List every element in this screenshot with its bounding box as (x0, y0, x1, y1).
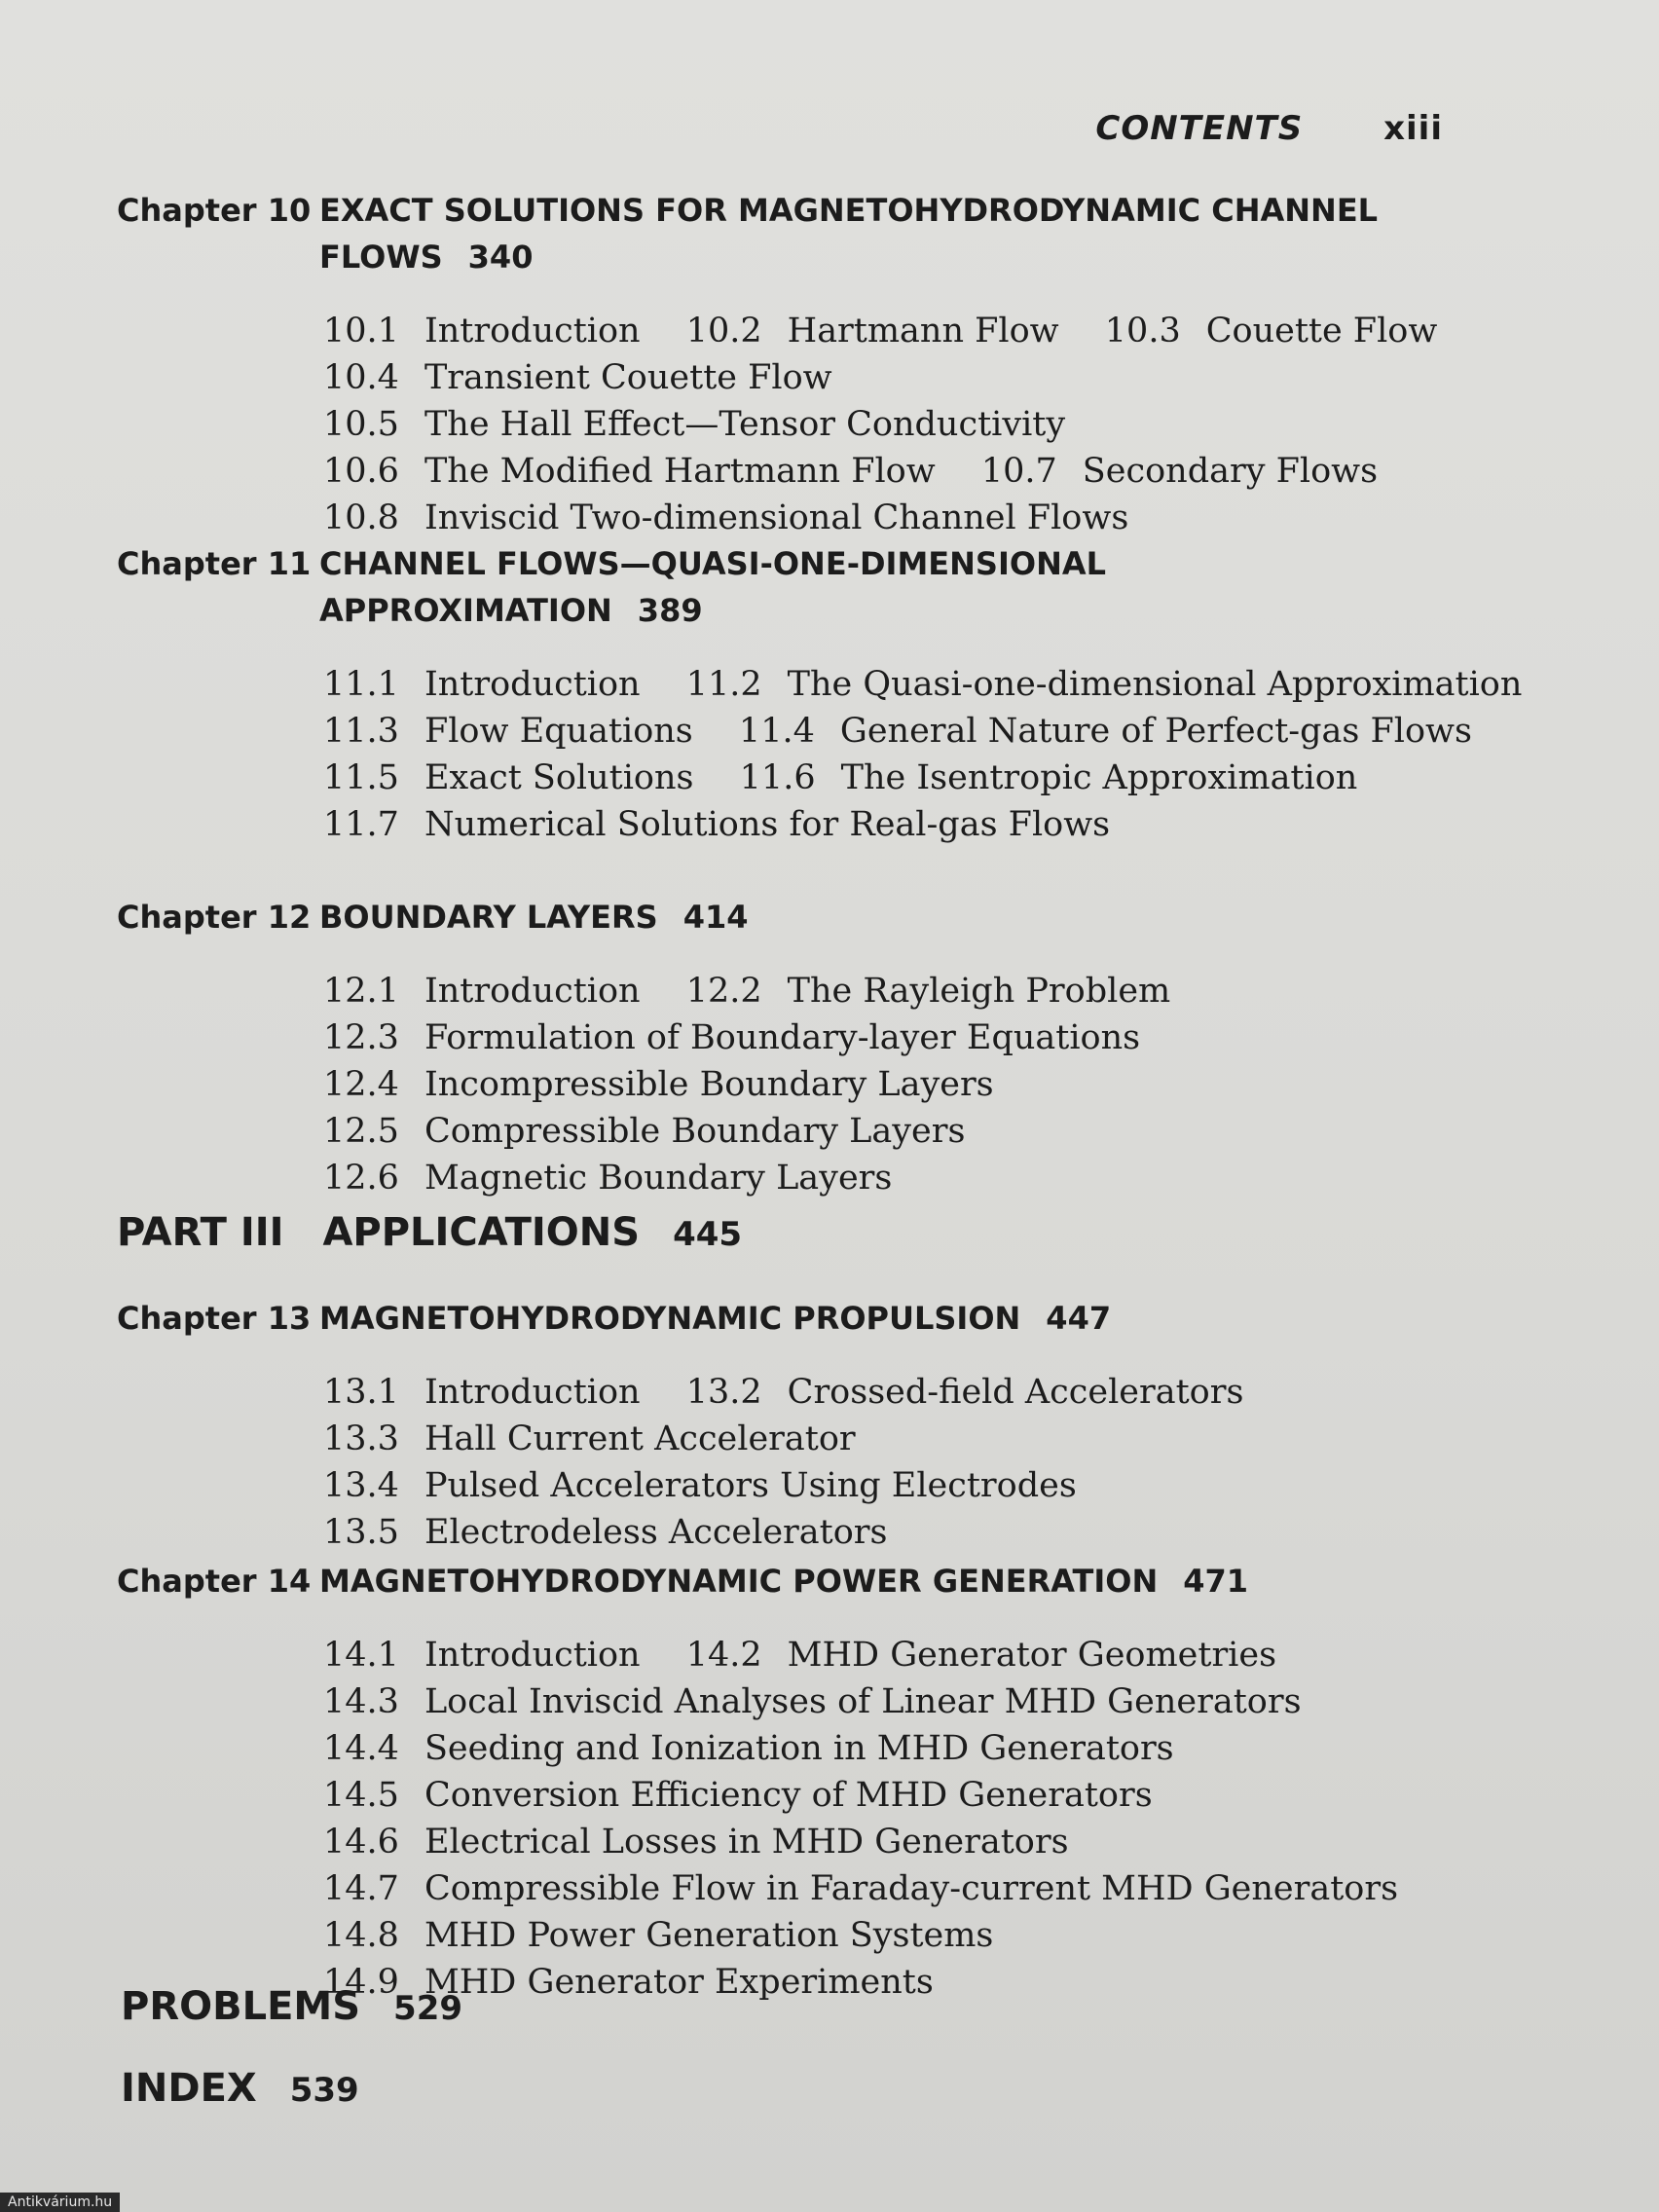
section-title: Compressible Boundary Layers (424, 1112, 966, 1151)
chapter-12 (117, 894, 1460, 1201)
section-title: Introduction (424, 665, 641, 704)
chapter-label: Chapter 11 (117, 545, 312, 582)
section-entry (323, 312, 641, 350)
chapter-label: Chapter 12 (117, 899, 312, 936)
chapter-page: 389 (637, 592, 703, 629)
section-entry (739, 712, 1472, 751)
section-number: 13.2 (685, 1373, 762, 1412)
section-title: Secondary Flows (1082, 452, 1379, 491)
section-entry (323, 1636, 641, 1675)
chapter-14 (117, 1558, 1460, 2006)
running-head (1095, 109, 1443, 148)
part-label: PART III (117, 1210, 284, 1255)
section-number: 12.5 (323, 1112, 399, 1151)
section-title: Hartmann Flow (787, 312, 1059, 350)
section-entry (323, 758, 694, 797)
section-number: 12.3 (323, 1018, 399, 1057)
section-number: 10.6 (323, 452, 399, 491)
section-number: 10.8 (323, 498, 399, 537)
section-number: 10.2 (685, 312, 762, 350)
section-list (323, 1632, 1579, 2006)
chapter-title-text: MAGNETOHYDRODYNAMIC PROPULSION (319, 1300, 1021, 1337)
section-number: 10.1 (323, 312, 399, 350)
watermark: Antikvárium.hu (0, 2193, 120, 2212)
section-number: 10.4 (323, 358, 399, 397)
section-title: Seeding and Ionization in MHD Generators (424, 1729, 1174, 1768)
section-number: 14.5 (323, 1776, 399, 1815)
chapter-title (319, 1558, 1439, 1604)
section-entry (323, 805, 1110, 844)
section-number: 12.6 (323, 1159, 399, 1198)
section-number: 12.2 (685, 972, 762, 1011)
section-entry (323, 1419, 856, 1458)
section-entry (323, 1729, 1174, 1768)
running-head-title: CONTENTS (1095, 109, 1304, 148)
chapter-title-text: BOUNDARY LAYERS (319, 899, 658, 936)
section-list (323, 968, 1579, 1201)
section-number: 13.5 (323, 1513, 399, 1552)
section-title: Compressible Flow in Faraday-current MHD Generators (424, 1869, 1399, 1908)
section-number: 11.4 (738, 712, 815, 751)
section-title: MHD Generator Geometries (787, 1636, 1277, 1675)
section-number: 11.7 (323, 805, 399, 844)
section-number: 14.6 (323, 1823, 399, 1862)
chapter-13 (117, 1295, 1460, 1556)
section-entry (686, 972, 1170, 1011)
part-title: APPLICATIONS (322, 1210, 641, 1255)
section-title: Conversion Efficiency of MHD Generators (424, 1776, 1153, 1815)
chapter-page: 447 (1046, 1300, 1112, 1337)
section-number: 14.2 (685, 1636, 762, 1675)
section-entry (1105, 312, 1438, 350)
section-entry (323, 1916, 993, 1955)
section-title: Local Inviscid Analyses of Linear MHD Generators (424, 1682, 1302, 1721)
section-title: Introduction (424, 1373, 641, 1412)
problems-title: PROBLEMS (121, 1984, 361, 2029)
section-number: 10.5 (323, 405, 399, 444)
section-number: 12.4 (323, 1065, 399, 1104)
problems-entry (121, 1984, 462, 2029)
section-entry (323, 1466, 1077, 1505)
section-title: The Modified Hartmann Flow (424, 452, 936, 491)
section-number: 13.4 (323, 1466, 399, 1505)
section-entry (323, 1869, 1398, 1908)
section-number: 14.4 (323, 1729, 399, 1768)
index-title: INDEX (121, 2066, 257, 2111)
section-number: 11.3 (323, 712, 399, 751)
section-number: 11.5 (323, 758, 399, 797)
section-entry (686, 665, 1523, 704)
section-entry (323, 1373, 641, 1412)
section-number: 14.8 (323, 1916, 399, 1955)
section-title: Numerical Solutions for Real-gas Flows (424, 805, 1111, 844)
section-number: 10.3 (1104, 312, 1181, 350)
section-number: 11.2 (685, 665, 762, 704)
chapter-page: 414 (682, 899, 749, 936)
problems-page: 529 (393, 1989, 463, 2028)
section-number: 14.3 (323, 1682, 399, 1721)
section-number: 11.6 (739, 758, 816, 797)
section-list (323, 1369, 1579, 1556)
section-entry (323, 712, 693, 751)
section-entry (686, 1636, 1276, 1675)
section-title: Introduction (424, 312, 641, 350)
chapter-title-text: EXACT SOLUTIONS FOR MAGNETOHYDRODYNAMIC CHANNEL FLOWS (319, 192, 1379, 276)
index-entry (121, 2066, 359, 2111)
section-title: Electrodeless Accelerators (424, 1513, 888, 1552)
chapter-title (319, 540, 1439, 634)
section-title: The Isentropic Approximation (840, 758, 1358, 797)
section-list (323, 308, 1579, 541)
part-page: 445 (673, 1215, 743, 1254)
section-entry (323, 665, 641, 704)
section-title: MHD Generator Experiments (424, 1963, 934, 2002)
section-entry (686, 1373, 1244, 1412)
section-title: Introduction (424, 972, 641, 1011)
section-entry (740, 758, 1358, 797)
part-heading (117, 1210, 742, 1255)
section-number: 14.7 (323, 1869, 399, 1908)
section-entry (981, 452, 1378, 491)
chapter-title-text: CHANNEL FLOWS—QUASI-ONE-DIMENSIONAL APPROXIMATION (319, 545, 1107, 629)
section-title: The Hall Effect—Tensor Conductivity (424, 405, 1066, 444)
chapter-page: 471 (1183, 1563, 1249, 1600)
chapter-title (319, 894, 1439, 940)
section-title: Transient Couette Flow (424, 358, 832, 397)
section-number: 13.3 (323, 1419, 399, 1458)
chapter-label: Chapter 13 (117, 1300, 312, 1337)
section-entry (323, 1018, 1140, 1057)
section-title: General Nature of Perfect-gas Flows (839, 712, 1472, 751)
section-number: 14.1 (323, 1636, 399, 1675)
section-entry (323, 498, 1128, 537)
section-entry (323, 358, 832, 397)
section-title: The Rayleigh Problem (787, 972, 1171, 1011)
section-entry (323, 1776, 1153, 1815)
chapter-label: Chapter 10 (117, 192, 312, 229)
page-number: xiii (1383, 109, 1443, 148)
section-title: Electrical Losses in MHD Generators (424, 1823, 1069, 1862)
section-entry (323, 1513, 887, 1552)
section-entry (323, 1682, 1302, 1721)
section-entry (323, 1823, 1069, 1862)
section-entry (323, 1112, 965, 1151)
section-entry (323, 1159, 892, 1198)
section-title: The Quasi-one-dimensional Approximation (787, 665, 1523, 704)
section-list (323, 661, 1579, 848)
section-number: 12.1 (323, 972, 399, 1011)
chapter-page: 340 (467, 239, 534, 276)
section-title: MHD Power Generation Systems (424, 1916, 994, 1955)
section-entry (323, 1065, 994, 1104)
section-number: 10.7 (980, 452, 1057, 491)
chapter-11 (117, 540, 1523, 848)
section-title: Incompressible Boundary Layers (424, 1065, 994, 1104)
section-title: Hall Current Accelerator (424, 1419, 856, 1458)
section-number: 14.9 (323, 1963, 399, 2002)
section-entry (323, 452, 936, 491)
section-title: Exact Solutions (424, 758, 694, 797)
section-title: Crossed-field Accelerators (787, 1373, 1244, 1412)
section-title: Inviscid Two-dimensional Channel Flows (424, 498, 1129, 537)
section-entry (323, 405, 1065, 444)
section-title: Pulsed Accelerators Using Electrodes (424, 1466, 1077, 1505)
section-title: Formulation of Boundary-layer Equations (424, 1018, 1141, 1057)
section-title: Flow Equations (424, 712, 693, 751)
section-entry (323, 972, 641, 1011)
section-number: 11.1 (323, 665, 399, 704)
chapter-title (319, 1295, 1439, 1342)
section-title: Introduction (424, 1636, 641, 1675)
section-title: Magnetic Boundary Layers (424, 1159, 893, 1198)
chapter-title-text: MAGNETOHYDRODYNAMIC POWER GENERATION (319, 1563, 1159, 1600)
chapter-label: Chapter 14 (117, 1563, 312, 1600)
index-page: 539 (289, 2071, 359, 2110)
section-title: Couette Flow (1205, 312, 1438, 350)
chapter-title (319, 187, 1439, 280)
section-number: 13.1 (323, 1373, 399, 1412)
section-entry (686, 312, 1059, 350)
chapter-10 (117, 187, 1460, 541)
